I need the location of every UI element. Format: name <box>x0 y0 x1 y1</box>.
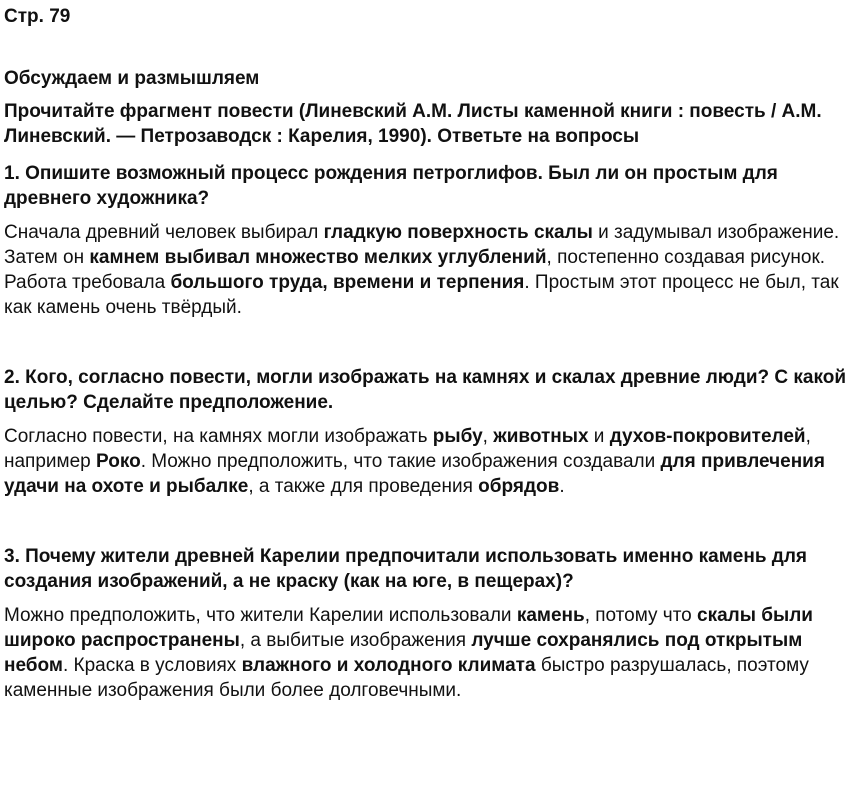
question-text: 2. Кого, согласно повести, могли изображать на камнях и скалах древние люди? С какой целью? Сделайте предположение. <box>4 367 847 413</box>
answer-emphasis: животных <box>493 426 589 447</box>
answer-emphasis: камнем выбивал множество мелких углублений <box>89 247 547 268</box>
question-block-3 <box>4 544 853 703</box>
page-number: Стр. 79 <box>4 6 71 27</box>
intro-instructions: Прочитайте фрагмент повести (Линевский А.М. Листы каменной книги : повесть / А.М. Линевский. — Петрозаводск : Карелия, 1990). Ответьте на вопросы <box>4 101 822 147</box>
answer-text <box>4 220 853 320</box>
answer-emphasis: гладкую поверхность скалы <box>323 222 593 243</box>
question-text: 1. Опишите возможный процесс рождения петроглифов. Был ли он простым для древнего художника? <box>4 163 778 209</box>
answer-fragment: . Краска в условиях <box>62 655 242 676</box>
spacer <box>4 499 853 544</box>
answer-fragment: Можно предположить, что жители Карелии использовали <box>4 605 517 626</box>
answer-emphasis: рыбу <box>432 426 483 447</box>
answer-emphasis: Роко <box>96 451 141 472</box>
answer-fragment: Согласно повести, на камнях могли изображать <box>4 426 433 447</box>
answer-fragment: Сначала древний человек выбирал <box>4 222 324 243</box>
answer-fragment: , <box>482 426 494 447</box>
answer-fragment: быстро разрушалась, поэтому каменные изображения были более долговечными. <box>4 655 809 701</box>
answer-emphasis: камень <box>516 605 585 626</box>
answer-emphasis: лучше сохранялись под открытым небом <box>4 630 803 676</box>
answer-emphasis: влажного и холодного климата <box>241 655 536 676</box>
answer-fragment: , постепенно создавая рисунок. Работа требовала <box>4 247 826 293</box>
answer-fragment: . Простым этот процесс не был, так как камень очень твёрдый. <box>4 272 839 318</box>
answer-emphasis: обрядов <box>478 476 560 497</box>
answer-emphasis: для привлечения удачи на охоте и рыбалке <box>4 451 825 497</box>
answer-fragment: и <box>588 426 610 447</box>
question-block-1 <box>4 161 853 320</box>
answer-emphasis: скалы были широко распространены <box>4 605 813 651</box>
answer-emphasis: духов-покровителей <box>609 426 806 447</box>
answer-fragment: . Можно предположить, что такие изображения создавали <box>140 451 661 472</box>
answer-fragment: . <box>559 476 565 497</box>
answer-emphasis: большого труда, времени и терпения <box>170 272 525 293</box>
question-text: 3. Почему жители древней Карелии предпочитали использовать именно камень для создания изображений, а не краску (как на юге, в пещерах)? <box>4 546 808 592</box>
spacer <box>4 320 853 365</box>
answer-fragment: , потому что <box>584 605 698 626</box>
section-heading: Обсуждаем и размышляем <box>4 68 260 89</box>
answer-fragment: , а также для проведения <box>248 476 479 497</box>
answer-text <box>4 603 853 703</box>
answer-text <box>4 424 853 499</box>
answer-fragment: , а выбитые изображения <box>239 630 472 651</box>
answer-fragment: , например <box>4 426 811 472</box>
answer-fragment: и задумывал изображение. Затем он <box>4 222 840 268</box>
question-block-2 <box>4 365 853 499</box>
